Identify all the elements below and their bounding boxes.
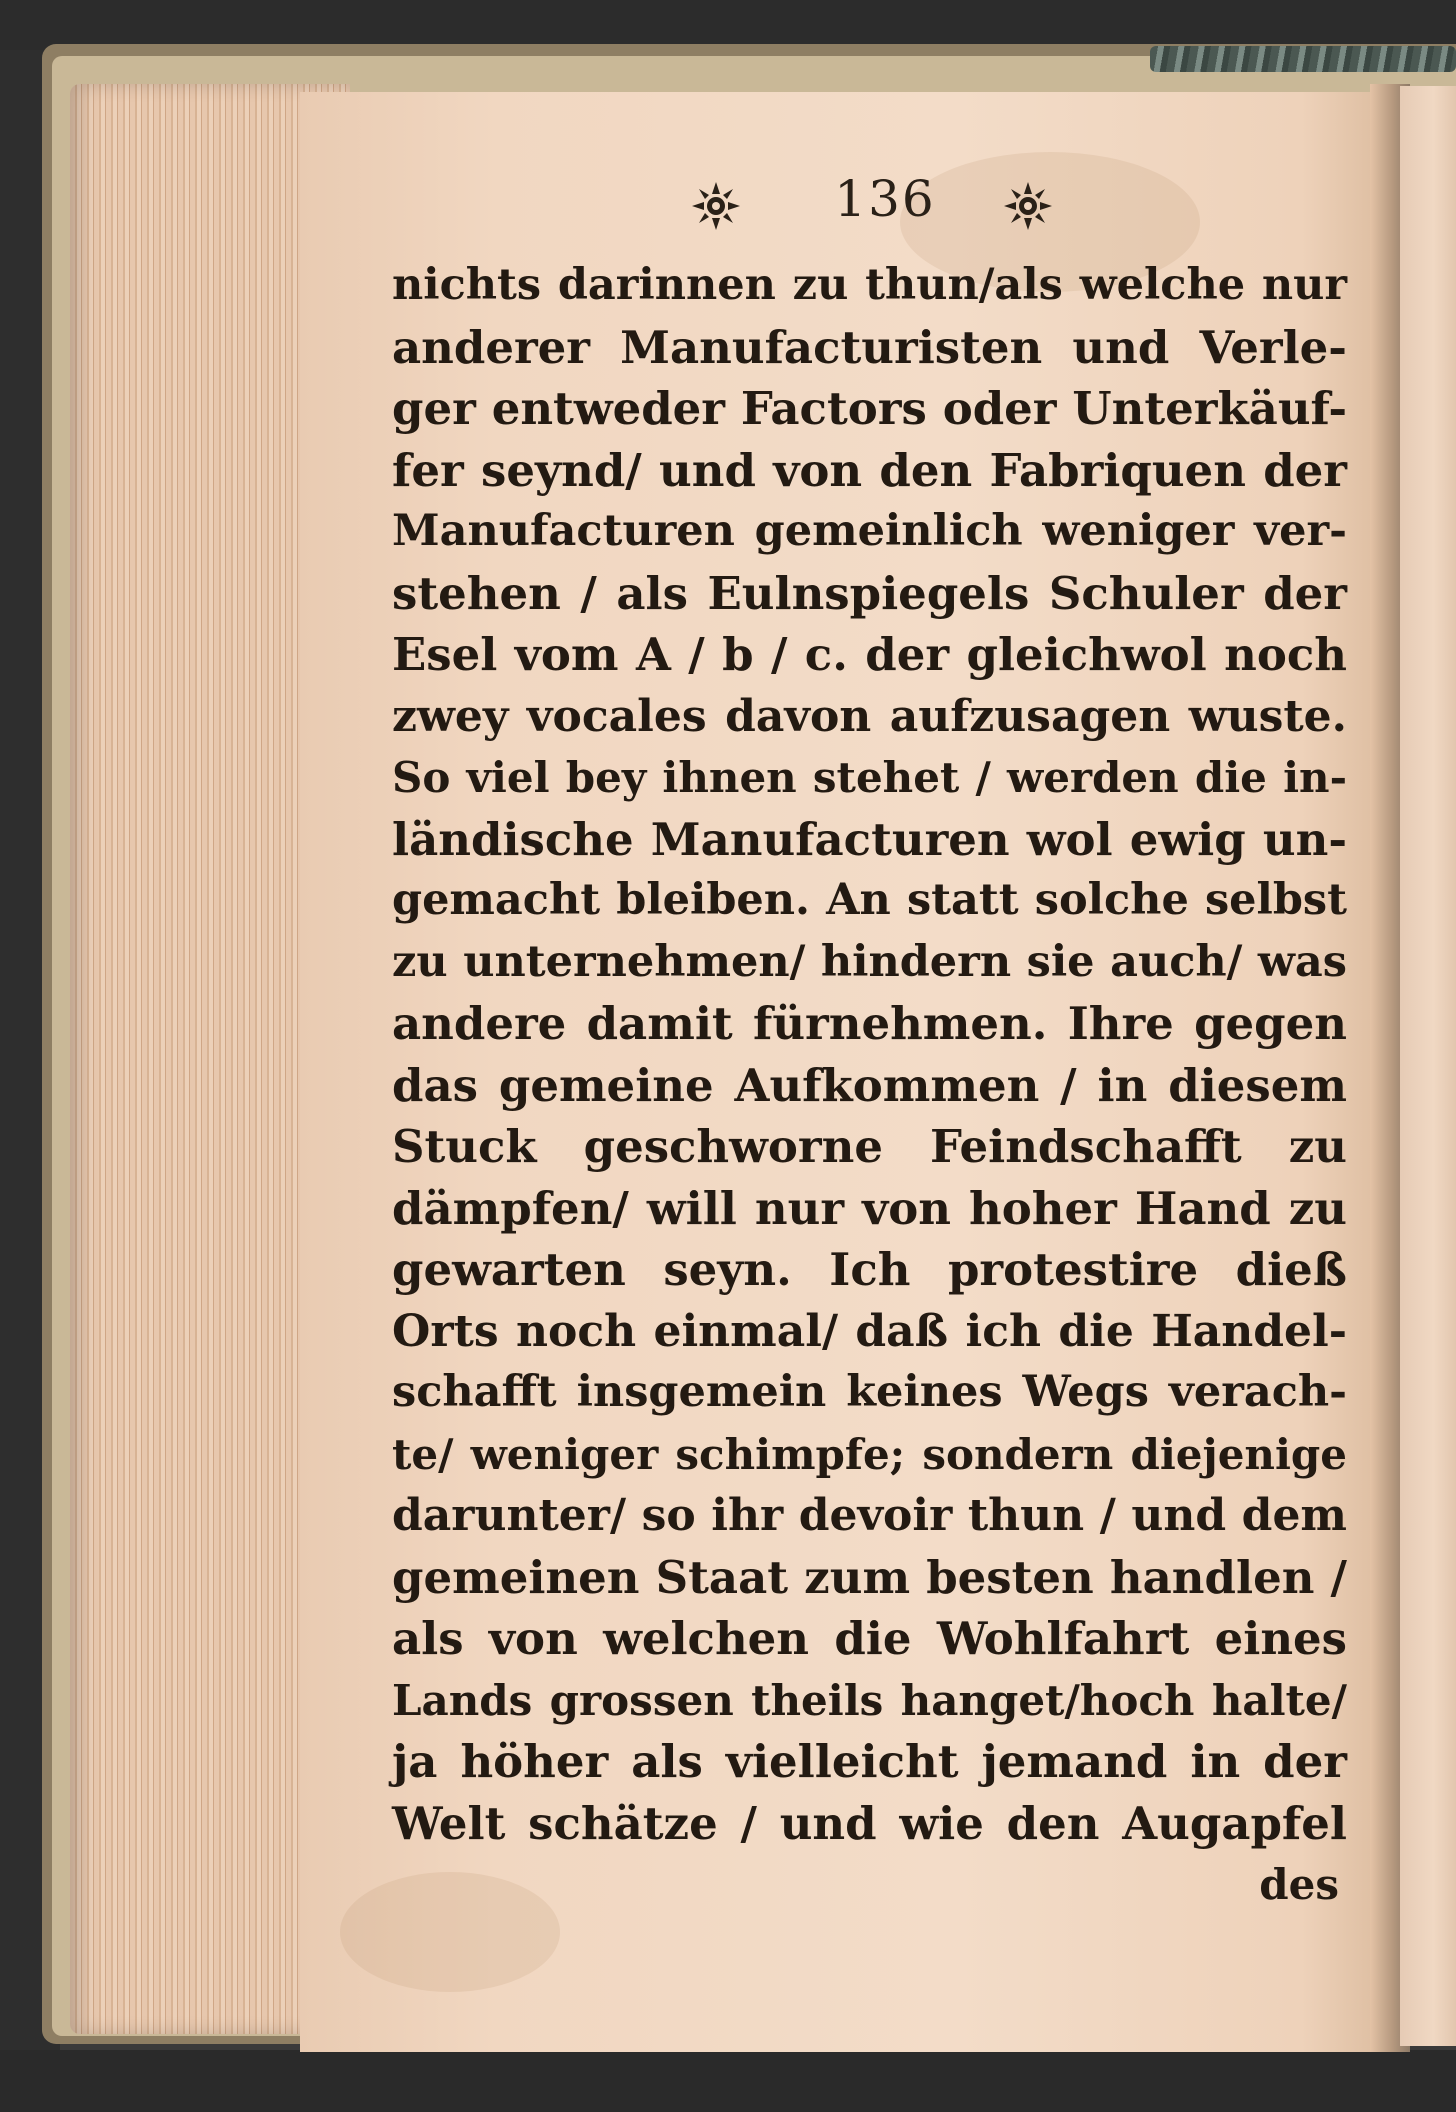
text-line: Lands grossen theils hanget/hoch halte/ bbox=[392, 1675, 1347, 1725]
text-line: nichts darinnen zu thun/als welche nur bbox=[392, 260, 1347, 310]
text-line: te/ weniger schimpfe; sondern diejenige bbox=[392, 1429, 1347, 1479]
binding-thread bbox=[1150, 46, 1456, 72]
catchword: des bbox=[1259, 1860, 1339, 1909]
text-line: zwey vocales davon aufzusagen wuste. bbox=[392, 690, 1347, 742]
text-line: stehen / als Eulnspiegels Schuler der bbox=[392, 566, 1347, 620]
text-line: Stuck geschworne Feindschafft zu bbox=[392, 1120, 1347, 1173]
text-line: ger entweder Factors oder Unterkäuf- bbox=[392, 382, 1347, 435]
text-line: andere damit fürnehmen. Ihre gegen bbox=[392, 997, 1347, 1050]
facing-page-edge bbox=[1400, 86, 1456, 2046]
text-line: als von welchen die Wohlfahrt eines bbox=[392, 1612, 1347, 1665]
body-text bbox=[392, 255, 1347, 1916]
text-line: Manufacturen gemeinlich weniger ver- bbox=[392, 506, 1347, 556]
text-line: So viel bey ihnen stehet / werden die in- bbox=[392, 753, 1347, 802]
background-top bbox=[0, 0, 1456, 50]
background-bottom bbox=[0, 2050, 1456, 2112]
text-line: fer seynd/ und von den Fabriquen der bbox=[392, 443, 1347, 497]
text-line: dämpfen/ will nur von hoher Hand zu bbox=[392, 1181, 1347, 1235]
text-line: darunter/ so ihr devoir thun / und dem bbox=[392, 1490, 1347, 1541]
text-line: zu unternehmen/ hindern sie auch/ was bbox=[392, 936, 1347, 987]
text-line: gemeinen Staat zum besten handlen / bbox=[392, 1550, 1347, 1604]
text-line: ja höher als vielleicht jemand in der bbox=[392, 1735, 1347, 1788]
text-line: schafft insgemein keines Wegs verach- bbox=[392, 1367, 1347, 1417]
text-line: ländische Manufacturen wol ewig un- bbox=[392, 812, 1347, 866]
text-line: gewarten seyn. Ich protestire dieß bbox=[392, 1243, 1347, 1296]
text-line: anderer Manufacturisten und Verle- bbox=[392, 320, 1347, 374]
text-line: das gemeine Aufkommen / in diesem bbox=[392, 1058, 1347, 1112]
text-line: Welt schätze / und wie den Augapfel bbox=[392, 1796, 1347, 1850]
text-line: gemacht bleiben. An statt solche selbst bbox=[392, 875, 1347, 925]
fleuron-icon bbox=[690, 180, 742, 232]
text-line: Orts noch einmal/ daß ich die Handel- bbox=[392, 1305, 1347, 1357]
text-line: Esel vom A / b / c. der gleichwol noch bbox=[392, 628, 1347, 681]
fleuron-icon bbox=[1002, 180, 1054, 232]
page-header bbox=[690, 170, 1070, 240]
page-number: 136 bbox=[834, 170, 936, 228]
